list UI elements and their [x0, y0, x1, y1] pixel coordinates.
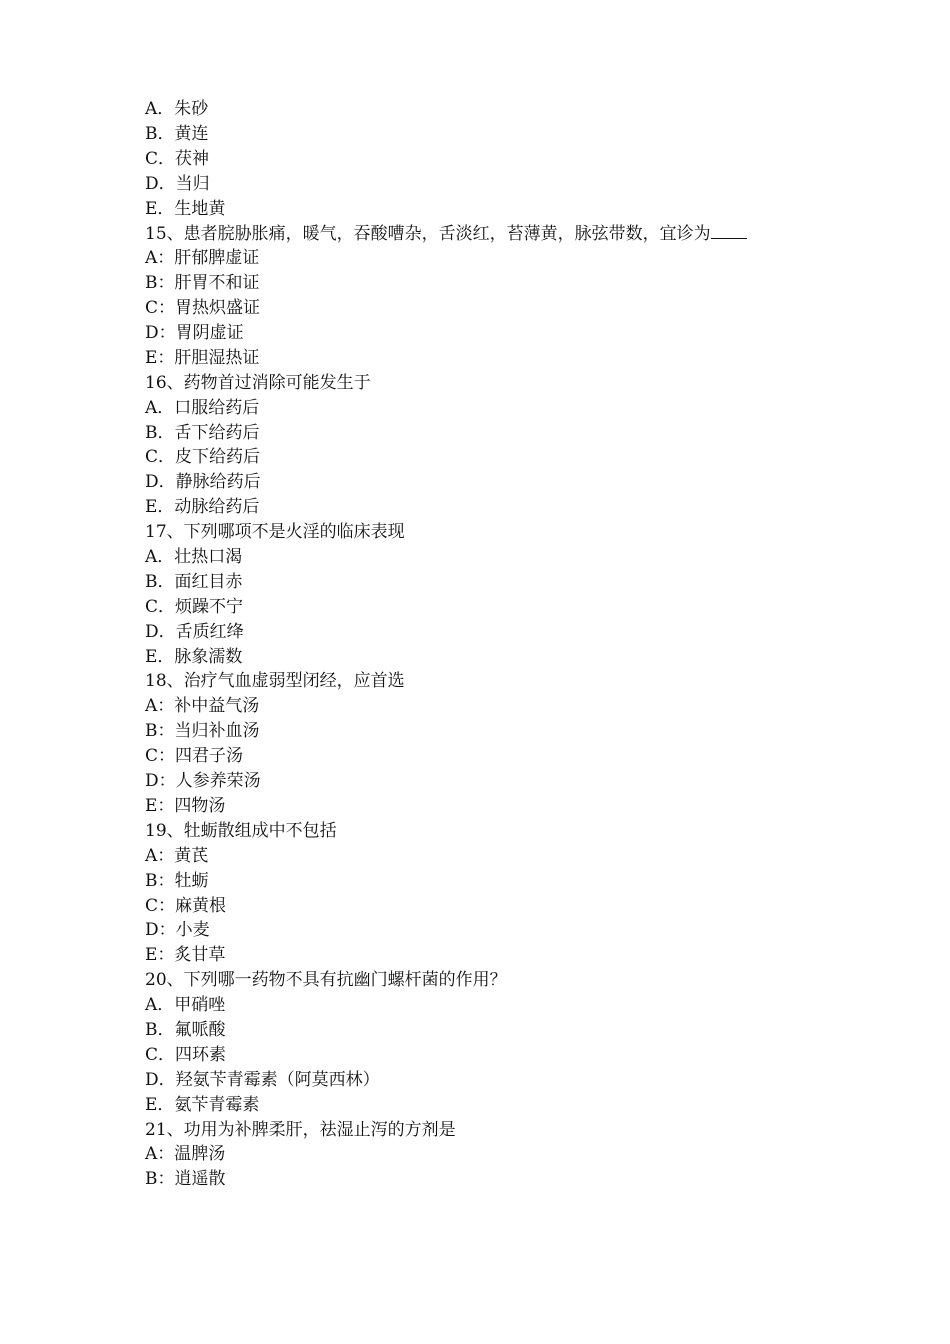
q14-option-d: D．当归: [145, 173, 210, 194]
q19-option-c: C：麻黄根: [145, 895, 227, 916]
q15-answer-blank: [711, 221, 747, 239]
q14-option-a: A．朱砂: [145, 99, 209, 119]
q17-option-b: B．面红目赤: [145, 571, 243, 592]
q14-option-c: C．茯神: [145, 148, 210, 169]
q19-option-b: B：牡蛎: [145, 870, 209, 891]
q20-option-e: E．氨苄青霉素: [145, 1094, 260, 1115]
q18-option-b: B：当归补血汤: [145, 721, 260, 742]
q15-option-a: A：肝郁脾虚证: [145, 248, 260, 269]
q19-option-e: E：炙甘草: [145, 945, 226, 966]
q18-option-a: A：补中益气汤: [145, 696, 260, 717]
q16-stem: 16、药物首过消除可能发生于: [145, 372, 371, 393]
q20-stem: 20、下列哪一药物不具有抗幽门螺杆菌的作用？: [145, 970, 507, 991]
q20-option-a: A．甲硝唑: [145, 995, 226, 1016]
document-content: [145, 97, 825, 1192]
q18-option-c: C：四君子汤: [145, 746, 244, 767]
q16-option-d: D．静脉给药后: [145, 472, 261, 493]
q20-option-d: D．羟氨苄青霉素（阿莫西林）: [145, 1069, 380, 1090]
q21-stem: 21、功用为补脾柔肝，祛湿止泻的方剂是: [145, 1119, 456, 1140]
q17-option-d: D．舌质红绛: [145, 621, 244, 642]
q19-option-d: D：小麦: [145, 920, 210, 941]
q20-option-b: B．氟哌酸: [145, 1019, 226, 1040]
q18-stem: 18、治疗气血虚弱型闭经，应首选: [145, 671, 405, 692]
q15-option-d: D：胃阴虚证: [145, 323, 244, 344]
q15-stem: 15、患者脘胁胀痛，暖气，吞酸嘈杂，舌淡红，苔薄黄，脉弦带数，宜诊为: [145, 224, 711, 245]
q16-option-e: E．动脉给药后: [145, 497, 260, 518]
q17-option-a: A．壮热口渴: [145, 547, 243, 568]
q17-option-e: E．脉象濡数: [145, 646, 243, 667]
q14-option-b: B．黄连: [145, 123, 209, 144]
q19-option-a: A：黄芪: [145, 845, 209, 866]
q19-stem: 19、牡蛎散组成中不包括: [145, 820, 337, 841]
q21-option-b: B：逍遥散: [145, 1169, 226, 1190]
q15-stem-line: [145, 221, 825, 246]
q20-option-c: C．四环素: [145, 1044, 227, 1065]
q15-option-c: C：胃热炽盛证: [145, 298, 261, 319]
q14-option-e: E．生地黄: [145, 198, 226, 219]
q17-option-c: C．烦躁不宁: [145, 596, 244, 617]
q15-option-e: E：肝胆湿热证: [145, 347, 260, 368]
q18-option-e: E：四物汤: [145, 795, 226, 816]
q16-option-b: B．舌下给药后: [145, 422, 260, 443]
q16-option-a: A．口服给药后: [145, 397, 260, 418]
q16-option-c: C．皮下给药后: [145, 447, 261, 468]
q17-stem: 17、下列哪项不是火淫的临床表现: [145, 522, 405, 543]
q15-option-b: B：肝胃不和证: [145, 273, 260, 294]
q21-option-a: A：温脾汤: [145, 1144, 226, 1165]
q18-option-d: D：人参养荣汤: [145, 771, 261, 792]
